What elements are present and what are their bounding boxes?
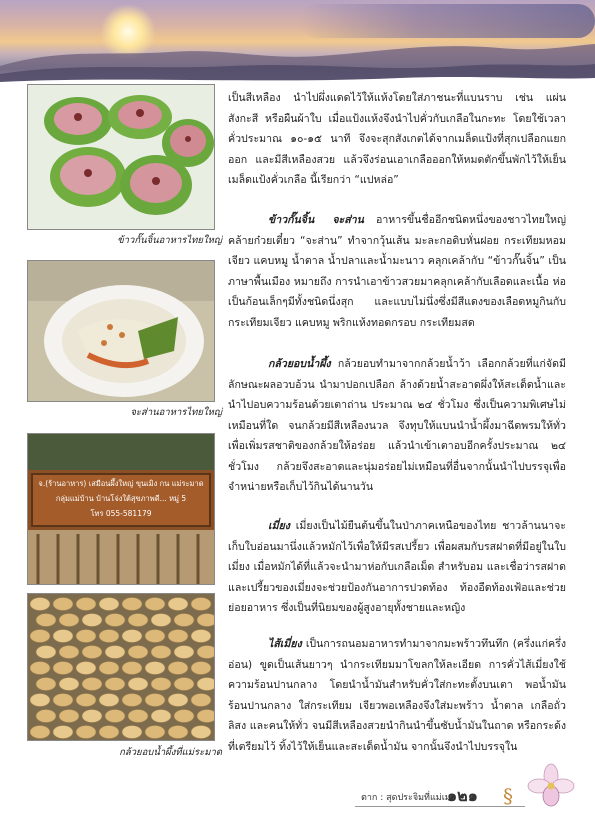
footer-book-title: ตาก : สุดประจิมที่แม่เมย — [361, 793, 456, 803]
dried-banana-piece — [145, 662, 165, 675]
paragraph-2-body: อาหารขึ้นชื่ออีกชนิดหนึ่งของชาวไทยใหญ่คล้ายก๋วยเตี๋ยว “จะส่าน” ทำจากวุ้นเส้น มะละกอดิบหั่นฝอย กระเทียมหอมเจียว แคบหมู น้ำตาล น้ำปลาและน้ำมะนาว คลุกเคล้ากับ “ข้าวกั๊นจิ้น” เป็นภาษาพื้นเมือง หมายถึง การนำเอาข้าวสวยมาคลุกเคล้ากับเลือดและเนื้อ ห่อเป็นก้อนเล็กๆมีทั้งชนิดนึ่งสุก และแบบไม่นึ่งซึ่งมีสีแดงของเลือดหมูกินกับกระเทียมเจียว แคบหมู พริกแห้งทอดกรอบ กระเทียมสด — [228, 214, 567, 329]
dried-banana-piece — [145, 630, 165, 643]
article-section-sai-miang — [228, 634, 566, 757]
dried-banana-piece — [168, 726, 188, 739]
caption-photo-4: กล้วยอบน้ำผึ้งที่แม่ระมาด — [119, 747, 222, 758]
paragraph-3 — [228, 354, 566, 498]
dried-banana-piece — [145, 726, 165, 739]
dried-banana-piece — [76, 726, 96, 739]
dried-banana-piece — [82, 710, 102, 723]
dried-banana-piece — [174, 614, 194, 627]
dried-banana-piece — [151, 678, 171, 691]
dried-banana-piece — [105, 646, 125, 659]
dried-banana-piece — [197, 678, 214, 691]
photo-dried-banana — [27, 593, 215, 741]
dried-banana-piece — [99, 630, 119, 643]
dried-banana-piece — [122, 694, 142, 707]
dried-banana-piece — [105, 614, 125, 627]
dried-banana-piece — [191, 662, 211, 675]
sign-line-2: กลุ่มแม่บ้าน บ้านโจ่งใต้สุขภาพดี... หมู่ 5 — [55, 494, 187, 503]
dried-banana-piece — [53, 662, 73, 675]
dried-banana-piece — [168, 694, 188, 707]
orchid-flower-icon — [527, 762, 575, 814]
banana-tray-image — [28, 594, 214, 740]
footer-rule — [355, 806, 525, 807]
dried-banana-piece — [128, 678, 148, 691]
dried-banana-piece — [151, 710, 171, 723]
dried-banana-piece — [174, 710, 194, 723]
dried-banana-piece — [99, 694, 119, 707]
dried-banana-piece — [151, 646, 171, 659]
footer-swirl-icon: § — [503, 784, 513, 808]
dried-banana-piece — [197, 646, 214, 659]
dried-banana-piece — [128, 646, 148, 659]
dried-banana-piece — [145, 598, 165, 611]
dried-banana-piece — [122, 726, 142, 739]
sign-line-1: จ.(ร้านอาหาร) เสมือนผึ้งใหญ่ ขุนเมิง กน แม่ระมาด — [38, 479, 204, 488]
sign-line-3: โทร 055-581179 — [90, 509, 152, 518]
food-leaf-cups-image — [28, 85, 214, 229]
article-section-ja-san — [228, 210, 566, 333]
paragraph-4 — [228, 516, 566, 619]
shop-sign-text — [36, 476, 206, 521]
dried-banana-piece — [53, 598, 73, 611]
page-footer — [355, 784, 575, 818]
dried-banana-piece — [145, 694, 165, 707]
caption-photo-2: จะส่านอาหารไทยใหญ่ — [130, 407, 222, 418]
dried-banana-piece — [53, 726, 73, 739]
dried-banana-piece — [36, 614, 56, 627]
section-title-sai-miang: ไส้เมี่ยง — [268, 638, 302, 650]
photo-ja-san — [27, 260, 215, 402]
paragraph-4-body: เมี่ยงเป็นไม้ยืนต้นขึ้นในป่าภาคเหนือของไทย ชาวล้านนาจะเก็บใบอ่อนมานึ่งแล้วหมักไว้เพื่อให้มีรสเปรี้ยว เพื่อผสมกับรสฝาดที่มีอยู่ในใบเมี่ยง เมื่อหมักได้ที่แล้วจะนำมาห่อกับเกลือเม็ด สำหรับอม และเชื่อว่ารสฝาดและเปรี้ยวของเมี่ยงจะช่วยป้องกันอาการปวดท้อง ท้องอืดท้องเฟ้อและช่วยย่อยอาหาร ซึ่งเป็นที่นิยมของผู้สูงอายุทั้งชายและหญิง — [228, 520, 566, 614]
dried-banana-piece — [36, 710, 56, 723]
dried-banana-piece — [168, 662, 188, 675]
dried-banana-piece — [59, 646, 79, 659]
section-title-miang: เมี่ยง — [268, 520, 290, 532]
page-number: ๑๒๑ — [447, 786, 478, 805]
photo-shop-sign — [27, 433, 215, 585]
dried-banana-piece — [76, 630, 96, 643]
paragraph-5-body: เป็นการถนอมอาหารทำมาจากมะพร้าวทึนทึก (ครึ่งแก่ครึ่งอ่อน) ขูดเป็นเส้นยาวๆ นำกระเทียมมาโขลกให้ละเอียด การคั่วไส้เมี่ยงใช้ความร้อนปานกลาง โดยนำน้ำมันสำหรับคั่วใส่กะทะตั้งบนเตา พอน้ำมันร้อนปานกลาง ใส่กระเทียม เจียวพอเหลืองจึงใส่มะพร้าว น้ำตาล เกลือถั่วลิสง และคนให้ทั่ว จนมีสีเหลืองสวยนำกินนำขึ้นซับน้ำมันในถาด หรือกระด้งที่เตรียมไว้ ทิ้งไว้ให้เย็นและสะเด็ดน้ำมัน จากนั้นจึงนำไปบรรจุใน — [228, 638, 566, 753]
dried-banana-piece — [122, 598, 142, 611]
dried-banana-piece — [191, 598, 211, 611]
article-text — [228, 88, 566, 191]
section-title-ja-san: จะส่าน — [332, 214, 364, 226]
dried-banana-piece — [191, 726, 211, 739]
dried-banana-piece — [168, 598, 188, 611]
dried-banana-piece — [30, 662, 50, 675]
photo-khao-kan-jin — [27, 84, 215, 230]
mountain-silhouette — [0, 26, 595, 86]
dried-banana-piece — [128, 614, 148, 627]
dried-banana-piece — [82, 646, 102, 659]
dried-banana-piece — [191, 694, 211, 707]
header-banner — [0, 0, 595, 86]
dried-banana-piece — [99, 726, 119, 739]
dried-banana-piece — [105, 678, 125, 691]
section-title-banana: กล้วยอบน้ำผึ้ง — [268, 358, 331, 370]
dried-banana-piece — [174, 646, 194, 659]
dried-banana-piece — [99, 662, 119, 675]
section-title-khao-kan-jin: ข้าวกั๊นจิ้น — [268, 214, 315, 226]
dried-banana-piece — [30, 726, 50, 739]
dried-banana-piece — [82, 614, 102, 627]
paragraph-2 — [228, 210, 566, 333]
dried-banana-piece — [36, 678, 56, 691]
dried-banana-piece — [122, 662, 142, 675]
dried-banana-piece — [36, 646, 56, 659]
paragraph-5 — [228, 634, 566, 757]
dried-banana-piece — [82, 678, 102, 691]
dried-banana-piece — [122, 630, 142, 643]
article-section-banana — [228, 354, 566, 498]
dried-banana-piece — [197, 710, 214, 723]
dried-banana-piece — [59, 710, 79, 723]
dried-banana-piece — [30, 630, 50, 643]
dried-banana-piece — [59, 614, 79, 627]
food-plate-image — [28, 261, 214, 401]
dried-banana-piece — [76, 598, 96, 611]
dried-banana-piece — [76, 662, 96, 675]
dried-banana-piece — [53, 694, 73, 707]
dried-banana-piece — [174, 678, 194, 691]
dried-banana-piece — [53, 630, 73, 643]
dried-banana-piece — [30, 598, 50, 611]
dried-banana-piece — [105, 710, 125, 723]
caption-photo-1: ข้าวกั๊นจิ้นอาหารไทยใหญ่ — [117, 235, 222, 246]
dried-banana-piece — [151, 614, 171, 627]
dried-banana-piece — [191, 630, 211, 643]
dried-banana-piece — [30, 694, 50, 707]
paragraph-1: เป็นสีเหลือง นำไปผึ่งแดดไว้ให้แห้งโดยใส่ภาชนะที่แบนราบ เช่น แผ่นสังกะสี หรือผืนผ้าใบ เมื่อแป้งแห้งจึงนำไปคั่วกับเกลือในกะทะ โดยใช้เวลาคั่วประมาณ ๑๐-๑๕ นาที จึงจะสุกสังเกตได้จากเมล็ดแป้งที่สุกเปลือกแยกออก และมีสีเหลืองสวย แล้วจึงร่อนเอาเกลือออกให้หมดตักขึ้นพักไว้ให้เย็น เมล็ดแป้งคั่วเกลือ นี้เรียกว่า “แปหล่อ” — [228, 92, 566, 186]
dried-banana-piece — [59, 678, 79, 691]
paragraph-3-body: กล้วยอบทำมาจากกล้วยน้ำว้า เลือกกล้วยที่แก่จัดมีลักษณะผลอวบอ้วน นำมาปอกเปลือก ล้างด้วยน้ำสะอาดผึ่งให้สะเด็ดน้ำและนำไปอบความร้อนด้วยเตาถ่าน ประมาณ ๒๔ ชั่วโมง ซึ่งเป็นความพิเศษไม่เหมือนที่ใด จนกล้วยมีสีเหลืองนวล จึงทุบให้แบนนำน้ำผึ้งมาฉีดพรมให้ทั่วเพื่อเพิ่มรสชาติของกล้วยให้อร่อย แล้วนำเข้าเตาอบอีกครั้งประมาณ ๒๔ ชั่วโมง กล้วยจึงสะอาดและนุ่มอร่อยไม่เหมือนที่อื่นจากนั้นนำไปบรรจุเพื่อจำหน่ายหรือเก็บไว้กินได้นานวัน — [228, 358, 566, 493]
dried-banana-piece — [128, 710, 148, 723]
dried-banana-piece — [168, 630, 188, 643]
dried-banana-piece — [99, 598, 119, 611]
dried-banana-piece — [76, 694, 96, 707]
dried-banana-piece — [197, 614, 214, 627]
article-section-miang — [228, 516, 566, 619]
